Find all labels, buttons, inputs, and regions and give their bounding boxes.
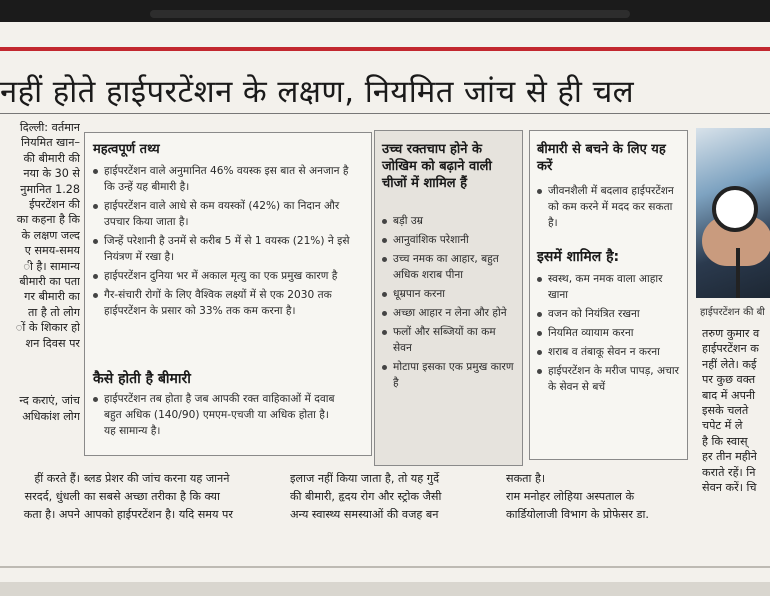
bullet-text: वजन को नियंत्रित रखना: [548, 308, 640, 320]
text-line: का सबसे अच्छा तरीका है कि क्या: [84, 490, 220, 503]
text-line: की बीमारी की: [23, 151, 80, 165]
text-line: इसके चलते: [702, 404, 749, 418]
bullet-item: [93, 233, 361, 265]
bullet-dot-icon: [93, 274, 98, 279]
text-line: नया के 30 से: [23, 167, 80, 181]
bullet-text: फलों और सब्जियों का कम सेवन: [393, 326, 496, 354]
risk-factors-box: [374, 130, 523, 466]
risk-factors-list: [382, 213, 516, 394]
prevention-box: [529, 130, 688, 460]
text-line: का कहना है कि: [16, 213, 80, 227]
bullet-item: [93, 198, 361, 230]
bullet-text: आनुवांशिक परेशानी: [393, 234, 469, 246]
text-line: है कि स्वास्: [702, 434, 748, 448]
text-line: बाद में अपनी: [702, 388, 756, 402]
bullet-text: उच्च नमक का आहार, बहुत अधिक शराब पीना: [393, 253, 499, 281]
bullet-item: [382, 359, 516, 391]
bullet-text: अच्छा आहार न लेना और होने: [393, 307, 507, 319]
text-line: गर बीमारी का: [24, 290, 80, 304]
bullet-dot-icon: [537, 331, 542, 336]
text-line: शन दिवस पर: [25, 336, 80, 350]
bullet-dot-icon: [537, 312, 542, 317]
bullet-text: जीवनशैली में बदलाव हाईपरटेंशन को कम करने में मदद कर सकता है।: [548, 185, 674, 229]
text-line: ता है तो लोग: [28, 305, 80, 319]
bullet-dot-icon: [537, 369, 542, 374]
bullet-text: गैर-संचारी रोगों के लिए वैश्विक लक्ष्यों में से एक 2030 तक हाईपरटेंशन के प्रसार को 33% तक कम करना है।: [104, 289, 332, 317]
text-line: दिल्ली: वर्तमान: [19, 121, 80, 134]
bullet-item: [382, 232, 516, 248]
bullet-text: हाईपरटेंशन वाले आधे से कम वयस्कों (42%) का निदान और उपचार किया जाता है।: [104, 200, 340, 228]
bullet-text: हाईपरटेंशन तब होता है जब आपकी रक्त वाहिकाओं में दवाब बहुत अधिक (140/90) एमएम-एचजी या अधिक होता है। यह सामान्य है।: [104, 393, 335, 437]
text-line: पर कुछ वक्त: [702, 373, 756, 387]
bullet-text: स्वस्थ, कम नमक वाला आहार खाना: [548, 273, 663, 301]
bullet-item: [537, 344, 679, 360]
bottom-column-3: [506, 470, 690, 524]
text-line: अन्य स्वास्थ्य समस्याओं की वजह बन: [290, 508, 439, 521]
text-line: राम मनोहर लोहिया अस्पताल के: [506, 490, 635, 503]
photo-caption: हाईपरटेंशन की बी: [700, 307, 765, 318]
text-line: कार्डियोलाजी विभाग के प्रोफेसर डा.: [506, 508, 649, 521]
bullet-item: [382, 213, 516, 229]
how-disease-occurs-title: कैसे होती है बीमारी: [93, 371, 191, 387]
text-line: अधिकांश लोग: [22, 409, 80, 423]
bullet-dot-icon: [93, 239, 98, 244]
bottom-column-0: [0, 470, 80, 524]
text-line: ए समय-समय: [24, 244, 80, 258]
bullet-dot-icon: [93, 293, 98, 298]
bullet-text: जिन्हें परेशानी है उनमें से करीब 5 में से 1 वयस्क (21%) ने इसे नियंत्रण में रखा है।: [104, 235, 350, 263]
bullet-dot-icon: [382, 365, 387, 370]
top-dark-strip: [0, 0, 770, 22]
right-body-column: [702, 326, 770, 495]
how-disease-occurs-list: [93, 391, 343, 442]
bullet-text: हाईपरटेंशन वाले अनुमानित 46% वयस्क इस बात से अनजान है कि उन्हें यह बीमारी है।: [104, 165, 349, 193]
text-line: हर तीन महीने: [702, 450, 757, 464]
bp-gauge-icon: [712, 186, 758, 232]
includes-title: इसमें शामिल है:: [537, 249, 620, 265]
text-line: ब्लड प्रेशर की जांच करना यह जानने: [84, 472, 230, 485]
risk-factors-title: उच्च रक्तचाप होने के जोखिम को बढ़ाने वाली चीजों में शामिल हैं: [382, 142, 492, 191]
text-line: नुमानित 1.28: [20, 182, 80, 196]
bullet-dot-icon: [537, 277, 542, 282]
bullet-item: [382, 324, 516, 356]
headline-divider: [0, 113, 770, 114]
bullet-text: हाईपरटेंशन दुनिया भर में अकाल मृत्यु का एक प्रमुख कारण है: [104, 270, 338, 282]
bullet-item: [537, 306, 679, 322]
bullet-text: नियमित व्यायाम करना: [548, 327, 634, 339]
bullet-dot-icon: [382, 219, 387, 224]
text-line: चपेट में ले: [702, 419, 743, 433]
bullet-dot-icon: [93, 169, 98, 174]
text-line: हीं करते हैं।: [34, 472, 80, 485]
bullet-item: [537, 363, 679, 395]
bullet-text: धूम्रपान करना: [393, 288, 445, 300]
text-line: इलाज नहीं किया जाता है, तो यह गुर्दे: [290, 472, 440, 485]
bullet-text: शराब व तंबाकू सेवन न करना: [548, 346, 660, 358]
bullet-item: [537, 325, 679, 341]
bottom-column-2: [290, 470, 484, 524]
text-line: के लक्षण जल्द: [21, 228, 80, 242]
bullet-text: बड़ी उम्र: [393, 215, 423, 227]
bullet-dot-icon: [382, 257, 387, 262]
bullet-item: [93, 287, 361, 319]
bullet-dot-icon: [537, 350, 542, 355]
bullet-dot-icon: [537, 189, 542, 194]
bullet-item: [382, 251, 516, 283]
text-line: की बीमारी, हृदय रोग और स्ट्रोक जैसी: [290, 490, 442, 503]
text-line: न्द कराएं, जांच: [19, 394, 80, 408]
bullet-dot-icon: [93, 397, 98, 402]
important-facts-list: [93, 163, 361, 322]
text-line: सरदर्द, धुंधली: [24, 490, 80, 503]
text-line: नहीं लेते। कई: [702, 357, 757, 371]
bullet-dot-icon: [382, 238, 387, 243]
text-line: सेवन करें। चि: [702, 481, 757, 495]
bullet-item: [93, 268, 361, 284]
text-line: आपको हाईपरटेंशन है। यदि समय पर: [84, 508, 233, 521]
text-line: ईपरटेंशन की: [29, 198, 80, 212]
includes-list: [537, 271, 679, 398]
bullet-text: हाईपरटेंशन के मरीज पापड़, अचार के सेवन से बचें: [548, 365, 679, 393]
text-line: कता है। अपने: [23, 508, 80, 521]
bullet-item: [537, 271, 679, 303]
text-line: कराते रहें। नि: [702, 465, 756, 479]
text-line: ी है। सामान्य: [23, 259, 80, 273]
text-line: तरुण कुमार व: [702, 327, 760, 340]
page-bottom-strip: [0, 582, 770, 596]
prevention-list: [537, 183, 679, 234]
bottom-column-1: [84, 470, 282, 524]
text-line: ों के शिकार हो: [15, 321, 80, 335]
blood-pressure-photo: [696, 128, 770, 298]
bullet-item: [93, 163, 361, 195]
bullet-text: मोटापा इसका एक प्रमुख कारण है: [393, 361, 514, 389]
bullet-dot-icon: [382, 292, 387, 297]
bullet-item: [382, 305, 516, 321]
page-fold-line: [0, 566, 770, 568]
text-line: सकता है।: [506, 472, 546, 485]
bullet-dot-icon: [382, 311, 387, 316]
bullet-item: [382, 286, 516, 302]
text-line: बीमारी का पता: [19, 275, 80, 289]
important-facts-title: महत्वपूर्ण तथ्य: [93, 142, 160, 157]
bullet-item: [537, 183, 679, 231]
red-divider: [0, 47, 770, 51]
article-headline: नहीं होते हाईपरटेंशन के लक्षण, नियमित जांच से ही चल: [0, 74, 635, 110]
important-facts-box: [84, 132, 372, 456]
text-line: हाईपरटेंशन क: [702, 342, 759, 356]
prevention-title: बीमारी से बचने के लिए यह करें: [537, 142, 666, 174]
text-line: नियमित खान–: [21, 136, 80, 150]
bullet-item: [93, 391, 343, 439]
bullet-dot-icon: [93, 204, 98, 209]
bullet-dot-icon: [382, 330, 387, 335]
left-body-column: [0, 120, 80, 424]
